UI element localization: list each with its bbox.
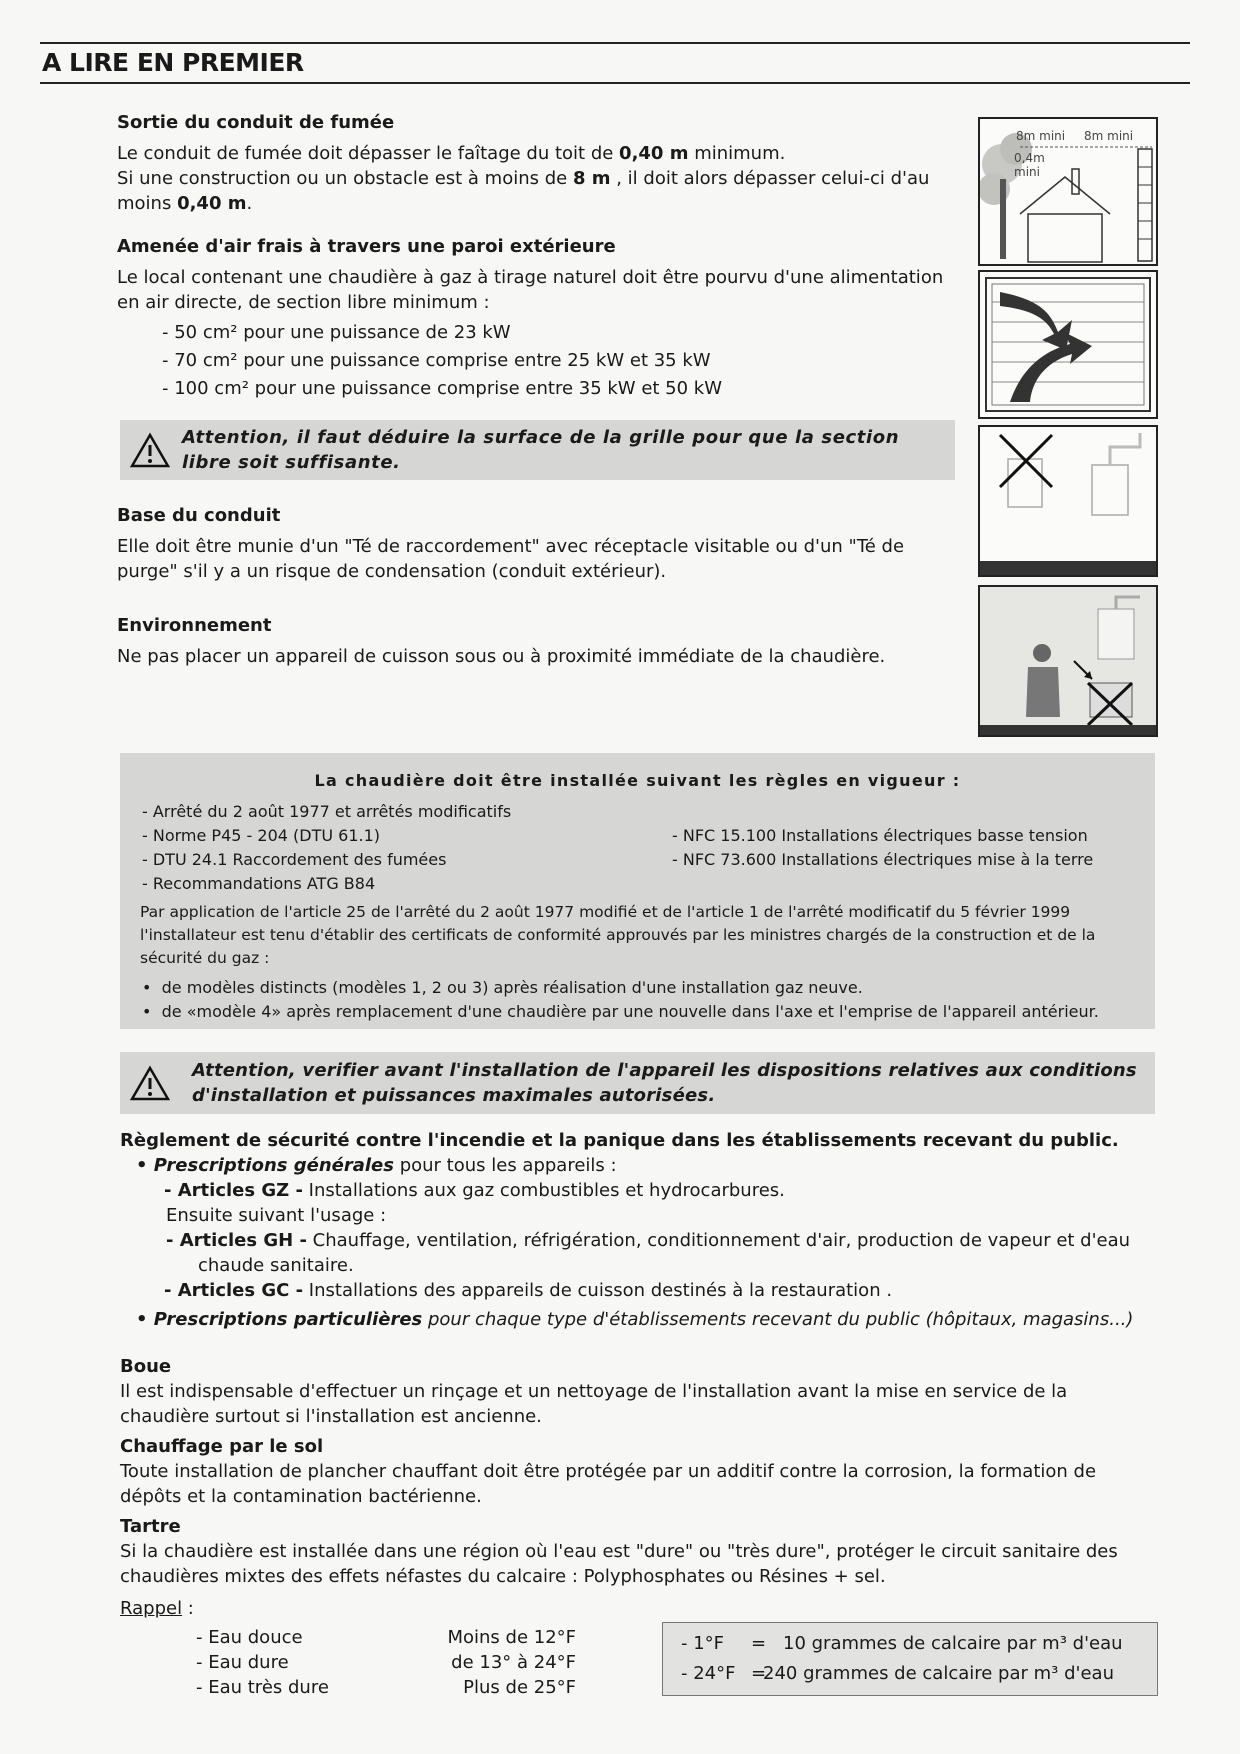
warning-box-1 <box>120 420 955 480</box>
rappel-type: - Eau dure <box>196 1652 289 1673</box>
ensuite-text: Ensuite suivant l'usage : <box>166 1205 387 1226</box>
conversion-box <box>662 1622 1158 1696</box>
warning-text-2: Attention, verifier avant l'installation de l'appareil les dispositions relatives aux conditions d'installation et puissances maximales autorisées. <box>192 1060 1137 1106</box>
list-item: - 50 cm² pour une puissance de 23 kW <box>162 322 511 343</box>
chauffage-sol-text: Toute installation de plancher chauffant doit être protégée par un additif contre la corrosion, la formation de dépôts et la contamination bactérienne. <box>120 1461 1097 1507</box>
regles-left-item: - DTU 24.1 Raccordement des fumées <box>142 850 447 869</box>
sortie-text: Le conduit de fumée doit dépasser le faîtage du toit de 0,40 m minimum. Si une construction ou un obstacle est à moins de 8 m , il doit alors dépasser celui-ci d'au moins 0,40 m. <box>117 143 930 214</box>
boiler-placement-illustration <box>980 427 1156 575</box>
rappel-range: Plus de 25°F <box>463 1677 576 1698</box>
conversion-right: 240 grammes de calcaire par m³ d'eau <box>763 1663 1114 1684</box>
section-tartre <box>120 1514 1155 1589</box>
base-text: Elle doit être munie d'un "Té de raccordement" avec réceptacle visitable ou d'un "Té de purge" s'il y a un risque de condensation (conduit extérieur). <box>117 536 905 582</box>
figure-label-04m: 0,4m mini <box>1014 151 1045 179</box>
section-amenee <box>117 236 953 403</box>
regles-paragraph: Par application de l'article 25 de l'arrêté du 2 août 1977 modifié et de l'article 1 de l'arrêté modificatif du 5 février 1999 l'installateur est tenu d'établir des certificats de conformité approuvés par les ministres chargés de la construction et de la sécurité du gaz : <box>140 903 1096 967</box>
figure-boiler-placement <box>978 425 1158 577</box>
figure-chimney-height <box>978 117 1158 266</box>
regles-left-item: - Arrêté du 2 août 1977 et arrêtés modificatifs <box>142 802 512 821</box>
regles-left-item: - Recommandations ATG B84 <box>142 874 376 893</box>
figure-air-grille <box>978 270 1158 419</box>
boue-text: Il est indispensable d'effectuer un rinçage et un nettoyage de l'installation avant la mise en service de la chaudière surtout si l'installation est ancienne. <box>120 1381 1068 1427</box>
base-heading: Base du conduit <box>117 505 281 526</box>
amenee-heading: Amenée d'air frais à travers une paroi extérieure <box>117 236 616 257</box>
conversion-left: - 24°F <box>681 1663 736 1684</box>
articles-gh: - Articles GH - Chauffage, ventilation, réfrigération, conditionnement d'air, production de vapeur et d'eau chaude sanitaire. <box>166 1230 1131 1276</box>
list-item: - 100 cm² pour une puissance comprise entre 35 kW et 50 kW <box>162 378 723 399</box>
rappel-type: - Eau très dure <box>196 1677 329 1698</box>
amenee-intro: Le local contenant une chaudière à gaz à tirage naturel doit être pourvu d'une alimentation en air directe, de section libre minimum : <box>117 267 944 313</box>
rappel-label: Rappel : <box>120 1598 194 1619</box>
articles-gc: - Articles GC - Installations des appareils de cuisson destinés à la restauration . <box>164 1280 893 1301</box>
section-base <box>117 505 953 584</box>
reglement-heading: Règlement de sécurité contre l'incendie et la panique dans les établissements recevant du public. <box>120 1130 1119 1151</box>
top-rule <box>40 42 1190 44</box>
rappel-type: - Eau douce <box>196 1627 303 1648</box>
figure-label-8m-right: 8m mini <box>1084 129 1134 143</box>
conversion-left: - 1°F <box>681 1633 725 1654</box>
air-grille-illustration <box>980 272 1156 417</box>
prescriptions-generales: • Prescriptions générales pour tous les appareils : <box>136 1155 617 1176</box>
warning-box-2 <box>120 1052 1155 1114</box>
page-title: A LIRE EN PREMIER <box>42 48 304 77</box>
regles-box <box>120 753 1155 1029</box>
conversion-equals: = <box>751 1663 767 1684</box>
title-underline <box>40 82 1190 84</box>
warning-triangle-icon <box>130 432 170 468</box>
environnement-heading: Environnement <box>117 615 272 636</box>
section-chauffage-sol <box>120 1434 1155 1509</box>
chauffage-sol-heading: Chauffage par le sol <box>120 1436 324 1457</box>
warning-text-1: Attention, il faut déduire la surface de la grille pour que la section libre soit suffisante. <box>182 427 900 473</box>
regles-right-item: - NFC 73.600 Installations électriques mise à la terre <box>672 850 1094 869</box>
conversion-equals: = <box>751 1633 767 1654</box>
prescriptions-particulieres: • Prescriptions particulières pour chaque type d'établissements recevant du public (hôpitaux, magasins...) <box>136 1309 1134 1330</box>
articles-gz: - Articles GZ - Installations aux gaz combustibles et hydrocarbures. <box>164 1180 785 1201</box>
section-environnement <box>117 615 953 669</box>
rappel-range: Moins de 12°F <box>447 1627 576 1648</box>
rappel-range: de 13° à 24°F <box>451 1652 576 1673</box>
section-reglement <box>120 1128 1160 1332</box>
regles-bullet: • de «modèle 4» après remplacement d'une chaudière par une nouvelle dans l'axe et l'emprise de l'appareil antérieur. <box>142 1002 1099 1021</box>
figure-cooking-proximity <box>978 585 1158 737</box>
cooking-proximity-illustration <box>980 587 1156 735</box>
regles-right-item: - NFC 15.100 Installations électriques basse tension <box>672 826 1088 845</box>
amenee-list <box>117 319 953 403</box>
conversion-right: 10 grammes de calcaire par m³ d'eau <box>783 1633 1123 1654</box>
figure-label-8m-left: 8m mini <box>1016 129 1066 143</box>
regles-bullet: • de modèles distincts (modèles 1, 2 ou 3) après réalisation d'une installation gaz neuve. <box>142 978 863 997</box>
tartre-text: Si la chaudière est installée dans une région où l'eau est "dure" ou "très dure", protéger le circuit sanitaire des chaudières mixtes des effets néfastes du calcaire : Polyphosphates ou Résines + sel. <box>120 1541 1118 1587</box>
section-sortie <box>117 112 953 216</box>
regles-left-item: - Norme P45 - 204 (DTU 61.1) <box>142 826 381 845</box>
boue-heading: Boue <box>120 1356 172 1377</box>
environnement-text: Ne pas placer un appareil de cuisson sous ou à proximité immédiate de la chaudière. <box>117 646 886 667</box>
regles-title: La chaudière doit être installée suivant les règles en vigueur : <box>314 771 961 790</box>
section-boue <box>120 1354 1155 1429</box>
list-item: - 70 cm² pour une puissance comprise entre 25 kW et 35 kW <box>162 350 711 371</box>
tartre-heading: Tartre <box>120 1516 181 1537</box>
sortie-heading: Sortie du conduit de fumée <box>117 112 395 133</box>
warning-triangle-icon <box>130 1065 170 1101</box>
